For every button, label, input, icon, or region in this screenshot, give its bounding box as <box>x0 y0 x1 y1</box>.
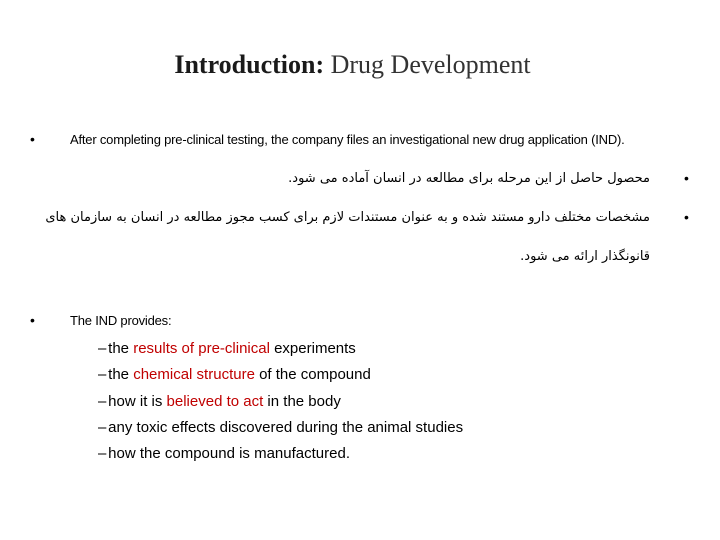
ind-provides-list <box>98 338 463 469</box>
item-text: any toxic effects discovered during the animal studies <box>108 418 464 436</box>
point-persian-2-line-1: مشخصات مختلف دارو مستند شده و به عنوان مستندات لازم برای کسب مجوز مطالعه در انسان به سازمان های <box>45 210 650 225</box>
point-ind-provides: The IND provides: <box>70 313 172 328</box>
item-text: how the compound is manufactured. <box>108 445 350 463</box>
dash-marker: – <box>98 340 107 357</box>
item-text-after: in the body <box>263 392 341 410</box>
item-text-after: experiments <box>269 340 356 357</box>
bullet-marker: • <box>684 209 689 225</box>
title-prefix: Introduction: <box>174 50 325 79</box>
list-item <box>98 391 463 417</box>
item-text-after: of the compound <box>254 366 371 384</box>
item-highlight: believed to act <box>166 392 264 410</box>
item-text: the <box>108 366 134 384</box>
item-text: the <box>108 340 134 357</box>
bullet-marker: • <box>30 131 35 147</box>
item-text: how it is <box>108 392 167 410</box>
item-highlight: results of pre-clinical <box>133 340 270 357</box>
dash-marker: – <box>98 366 107 384</box>
point-ind-filing: After completing pre-clinical testing, the company files an investigational new drug application (IND). <box>70 132 625 147</box>
list-item <box>98 364 463 390</box>
dash-marker: – <box>98 418 107 436</box>
bullet-marker: • <box>30 312 35 328</box>
list-item <box>98 338 463 364</box>
title-rest: Drug Development <box>330 50 531 79</box>
point-persian-1: محصول حاصل از این مرحله برای مطالعه در انسان آماده می شود. <box>288 171 650 186</box>
bullet-marker: • <box>684 170 689 186</box>
slide-title <box>0 48 705 82</box>
list-item <box>98 417 463 443</box>
dash-marker: – <box>98 445 107 463</box>
list-item <box>98 443 463 469</box>
point-persian-2-line-2: قانونگذار ارائه می شود. <box>520 249 650 264</box>
item-highlight: chemical structure <box>133 366 255 384</box>
dash-marker: – <box>98 392 107 410</box>
